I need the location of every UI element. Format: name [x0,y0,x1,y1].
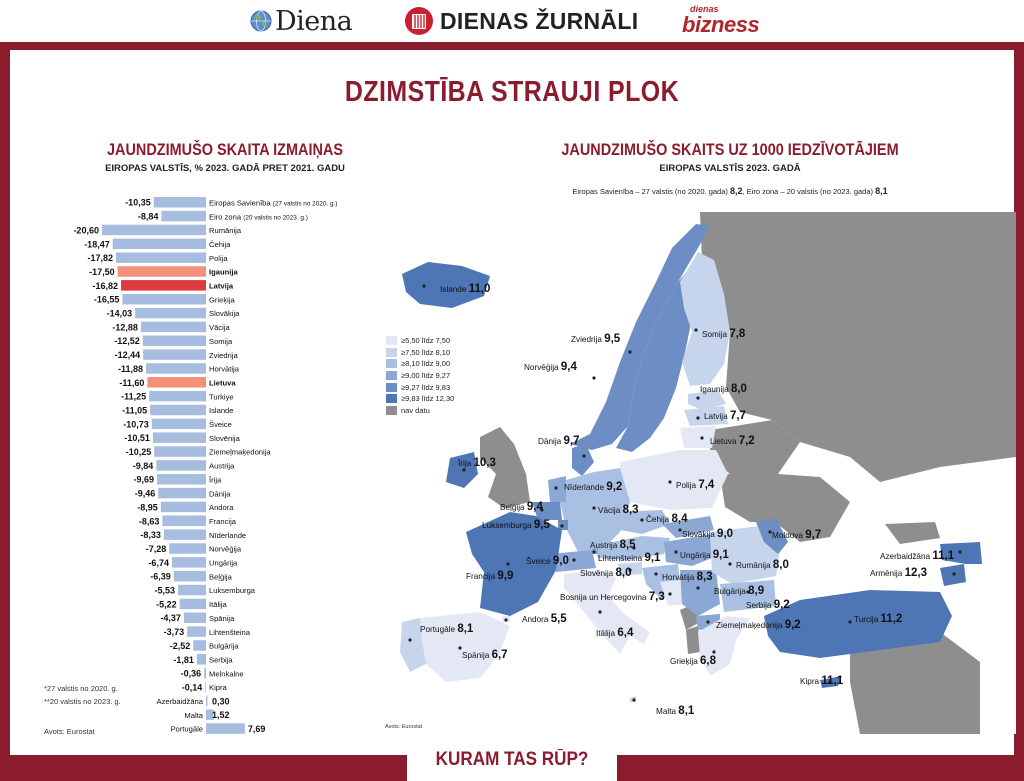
bar-value-label-14: -11,25 [121,391,147,402]
bar-24 [164,529,206,540]
bar-category-label-21: Dānija [209,489,231,499]
avg-eu-label: Eiropas Savienība – 27 valstis (no 2020. gada) [572,187,728,196]
bar-chart-subtitle: EIROPAS VALSTĪS, % 2023. GADĀ PRET 2021. GADU [105,163,345,174]
bar-value-label-1: -8,84 [137,211,159,222]
avg-ez-label: Eiro zona – 20 valstis (no 2023. gada) [746,187,873,196]
bar-category-label-1: Eiro zona (20 valstis no 2023. g.) [209,212,308,222]
bar-32 [193,640,206,651]
map-label-8: Īrija 10,3 [458,457,496,469]
map-dot-28 [668,592,671,595]
bar-value-label-15: -11,05 [122,405,148,416]
bar-category-label-11: Zviedrija [209,350,238,360]
bar-category-label-34: Melnkalne [209,669,244,679]
bar-35 [205,682,206,693]
bar-category-label-0: Eiropas Savienība (27 valstis no 2020. g.) [209,198,338,208]
bar-10 [143,336,206,347]
legend-swatch [386,348,397,357]
bar-category-label-26: Ungārija [209,558,238,568]
map-label-4: Igaunija 8,0 [700,383,747,395]
map-dot-2 [694,328,697,331]
bar-value-label-10: -12,52 [114,336,140,347]
map-legend [386,335,454,416]
legend-label: ≥5,50 līdz 7,50 [401,336,451,346]
bar-value-label-38: 7,69 [247,724,266,734]
map-dot-29 [696,586,699,589]
bar-category-label-16: Šveice [209,420,232,429]
bar-category-label-30: Spānija [209,613,235,623]
legend-swatch [386,383,397,392]
map-dot-34 [848,620,851,623]
bar-1 [161,211,206,222]
legend-label: ≥8,10 līdz 9,00 [401,359,451,369]
legend-item [386,381,454,393]
bar-category-label-35: Kipra [209,683,227,693]
map-dot-33 [706,620,709,623]
map-label-3: Norvēģija 9,4 [524,361,577,373]
bar-category-label-2: Rumānija [209,226,242,236]
map-label-26: Armēnija 12,3 [870,567,927,579]
bar-category-label-7: Grieķija [209,295,235,305]
map-label-10: Polija 7,4 [676,479,715,491]
legend-label: ≥9,83 līdz 12,30 [401,394,455,404]
map-label-20: Šveice 9,0 [526,555,569,567]
bar-value-label-6: -16,82 [92,280,119,291]
bar-17 [153,432,206,443]
bar-9 [141,322,206,333]
bar-category-label-31: Lihtenšteina [209,627,250,637]
bar-category-label-20: Īrija [209,475,222,485]
bar-value-label-28: -5,53 [154,585,176,596]
dienas-bizness-logo[interactable] [682,4,759,38]
bar-category-label-38: Portugāle [170,724,203,734]
bar-8 [135,308,206,319]
legend-swatch [386,406,397,415]
bar-20 [157,474,206,485]
bar-25 [169,543,206,554]
bar-category-label-32: Bulgārija [209,641,239,651]
map-label-30: Andora 5,5 [522,613,567,625]
legend-item [386,358,454,370]
publisher-header [0,0,1024,42]
map-label-22: Horvātija 8,3 [662,571,713,583]
bar-value-label-20: -9,69 [133,474,155,485]
bar-category-label-37: Malta [184,710,203,720]
map-dot-24 [506,562,509,565]
bar-value-label-5: -17,50 [89,266,115,277]
map-label-7: Dānija 9,7 [538,435,580,447]
bar-30 [184,613,206,624]
map-source: Avots: Eurostat [385,724,423,730]
bar-value-label-0: -10,35 [125,197,151,208]
map-label-12: Vācija 8,3 [598,504,639,516]
bar-category-label-14: Turkiye [209,392,234,402]
db-logo-small-text: dienas [690,4,719,14]
map-label-16: Moldova 9,7 [772,529,822,541]
map-averages: Eiropas Savienība – 27 valstis (no 2020. gada) 8,2, Eiro zona – 20 valstis (no 2023. gada) 8,1 [572,186,888,196]
map-dot-25 [958,550,961,553]
map-dot-31 [408,638,411,641]
bar-value-label-11: -12,44 [114,350,141,361]
bar-27 [174,571,206,582]
legend-item [386,405,454,417]
map-label-24: Francija 9,9 [466,570,514,582]
map-label-27: Bulgārija 8,9 [714,585,765,597]
map-label-36: Grieķija 6,8 [670,655,717,667]
bar-category-label-36: Azerbaidžāna [156,697,203,706]
bar-7 [122,294,206,305]
legend-item [386,370,454,382]
bar-value-label-18: -10,25 [125,447,152,457]
bar-value-label-21: -9,46 [134,488,156,499]
bar-value-label-35: -0,14 [181,682,203,693]
legend-swatch [386,394,397,403]
bar-chart [0,192,380,742]
map-dot-30 [504,618,507,621]
legend-label: nav datu [401,405,430,415]
bar-value-label-12: -11,88 [117,363,144,374]
map-label-33: Ziemeļmaķedonija 9,2 [716,619,801,631]
legend-swatch [386,371,397,380]
europe-map [380,212,1016,734]
map-label-29: Serbija 9,2 [746,599,790,611]
map-label-19: Ungārija 9,1 [680,549,729,561]
bar-value-label-9: -12,88 [112,322,138,333]
bar-category-label-17: Slovēnija [209,433,240,443]
map-label-13: Luksemburga 9,5 [482,519,550,531]
bar-value-label-22: -8,95 [137,502,158,513]
avg-ez-value: 8,1 [875,186,888,196]
globe-icon [250,10,272,32]
map-label-32: Itālija 6,4 [596,627,634,639]
bar-value-label-26: -6,74 [148,557,169,568]
map-label-35: Spānija 6,7 [462,649,508,661]
map-label-25: Azerbaidžāna 11,1 [880,550,955,562]
map-subtitle: EIROPAS VALSTĪS 2023. GADĀ [659,163,801,174]
bar-23 [162,516,206,527]
map-dot-13 [560,524,563,527]
footnote-eu: *27 valstis no 2020. g. [44,684,118,693]
map-label-0: Islande 11,0 [440,283,491,295]
bar-category-label-22: Andora [209,503,234,513]
map-label-1: Zviedrija 9,5 [571,333,621,345]
map-label-31: Portugāle 8,1 [420,623,474,635]
bar-value-label-33: -1,81 [173,654,194,665]
map-dot-35 [458,646,461,649]
map-dot-9 [554,486,557,489]
bar-4 [116,252,206,263]
bar-3 [113,239,206,250]
bar-36 [206,696,208,707]
bar-value-label-29: -5,22 [156,599,177,610]
legend-swatch [386,336,397,345]
bar-19 [156,460,206,471]
bar-5 [118,266,206,277]
bar-13 [147,377,206,388]
map-label-6: Lietuva 7,2 [710,435,755,447]
bar-category-label-9: Vācija [209,323,230,333]
bar-chart-title: JAUNDZIMUŠO SKAITA IZMAIŅAS [106,140,344,159]
map-label-5: Latvija 7,7 [704,410,746,422]
bar-value-label-30: -4,37 [160,613,181,624]
bar-value-label-8: -14,03 [106,308,133,319]
bar-29 [180,599,206,610]
bar-category-label-19: Austrija [209,461,235,471]
bar-value-label-7: -16,55 [93,294,120,305]
legend-label: ≥9,00 līdz 9,27 [401,371,451,381]
bar-26 [172,557,206,568]
map-label-15: Slovākija 9,0 [682,528,734,540]
map-dot-32 [598,610,601,613]
bar-34 [204,668,206,679]
avg-eu-value: 8,2 [729,186,743,196]
legend-item [386,393,454,405]
map-dot-22 [654,572,657,575]
bar-category-label-27: Beļģija [209,572,232,582]
bar-chart-source: Avots: Eurostat [44,727,95,736]
footnote-eurozone: **20 valstis no 2023. g. [44,697,121,706]
bar-28 [178,585,206,596]
bar-category-label-18: Ziemeļmaķedonija [209,447,271,457]
bar-18 [154,446,206,457]
bar-category-label-8: Slovākija [209,309,240,319]
map-dot-18 [592,550,595,553]
map-label-38: Malta 8,1 [656,705,695,717]
bar-14 [149,391,206,402]
bar-21 [158,488,206,499]
bar-category-label-15: Islande [209,406,234,416]
bar-category-label-28: Luksemburga [209,586,256,596]
page-title: DZIMSTĪBA STRAUJI PLOK [344,76,680,108]
map-dot-26 [952,572,955,575]
map-title: JAUNDZIMUŠO SKAITS UZ 1000 IEDZĪVOTĀJIEM [561,140,899,159]
bar-category-label-23: Francija [209,516,237,526]
bar-12 [146,363,206,374]
map-label-21: Slovēnija 8,0 [580,567,632,579]
map-dot-6 [700,436,703,439]
map-dot-14 [640,518,643,521]
bar-category-label-25: Norvēģija [209,544,242,554]
map-dot-8 [462,468,465,471]
bar-value-label-3: -18,47 [84,239,110,250]
map-label-37: Kipra 11,1 [800,675,844,687]
bar-value-label-37: 1,52 [212,710,230,721]
bar-category-label-33: Serbija [209,655,233,665]
map-dot-3 [592,376,595,379]
bar-value-label-36: 0,30 [212,696,230,707]
map-label-14: Čehija 8,4 [646,513,688,525]
bar-value-label-23: -8,63 [138,516,160,527]
bar-value-label-19: -9,84 [132,460,154,471]
bar-value-label-25: -7,28 [145,543,167,554]
bar-31 [187,626,206,637]
bar-category-label-24: Nīderlande [209,530,247,540]
map-dot-23 [728,562,731,565]
bar-2 [102,225,206,236]
diena-logo-text: Diena [275,5,353,37]
bar-category-label-6: Latvija [209,281,234,291]
legend-label: ≥9,27 līdz 9,83 [401,382,451,392]
albania-region [686,626,700,654]
bar-6 [121,280,206,291]
dz-logo-text: DIENAS ŽURNĀLI [440,7,639,34]
diena-logo[interactable] [250,4,352,38]
map-dot-36 [712,650,715,653]
legend-item [386,347,454,359]
map-label-18: Lihtenšteina 9,1 [598,552,661,564]
db-logo-text: bizness [682,12,760,37]
bar-category-label-10: Somija [209,336,233,346]
map-label-2: Somija 7,8 [702,328,746,340]
legend-label: ≥7,50 līdz 8,10 [401,347,451,357]
bar-11 [143,349,206,360]
map-label-11: Beļģija 9,4 [500,501,543,513]
bar-value-label-31: -3,73 [163,627,185,638]
map-dot-38 [632,698,635,701]
bar-16 [152,419,206,430]
bar-value-label-17: -10,51 [124,433,150,444]
legend-swatch [386,359,397,368]
bar-category-label-12: Horvātija [209,364,239,374]
bar-38 [206,723,245,734]
bar-category-label-4: Polija [209,253,228,263]
bar-value-label-27: -6,39 [150,571,171,582]
legend-item [386,335,454,347]
map-dot-1 [628,350,631,353]
map-dot-10 [668,480,671,483]
bar-value-label-34: -0,36 [180,668,202,679]
map-label-23: Rumānija 8,0 [736,559,789,571]
footer-title: KURAM TAS RŪP? [435,749,589,770]
map-dot-5 [696,416,699,419]
dienas-zurnali-logo[interactable] [404,4,638,38]
bar-value-label-4: -17,82 [87,253,114,264]
bar-category-label-5: Igaunija [209,267,238,277]
map-label-9: Nīderlande 9,2 [564,481,623,493]
bar-category-label-3: Čehija [209,239,231,249]
map-dot-0 [422,284,425,287]
bar-value-label-16: -10,73 [123,419,149,430]
bar-value-label-24: -8,33 [140,530,161,541]
map-dot-7 [582,454,585,457]
bar-value-label-32: -2,52 [169,640,191,651]
map-dot-20 [572,558,575,561]
map-label-28: Bosnija un Hercegovina 7,3 [560,591,665,603]
map-label-17: Austrija 8,5 [590,539,636,551]
map-dot-19 [674,550,677,553]
map-dot-12 [592,506,595,509]
map-dot-4 [696,396,699,399]
bar-value-label-2: -20,60 [73,225,99,236]
bar-category-label-29: Itālija [209,600,227,610]
bar-22 [161,502,206,513]
bar-33 [197,654,206,665]
bar-value-label-13: -11,60 [119,377,145,388]
bar-0 [154,197,206,208]
map-label-34: Turcija 11,2 [854,613,903,625]
bar-15 [150,405,206,416]
dz-emblem-icon [404,6,434,36]
bar-category-label-13: Lietuva [209,378,236,388]
